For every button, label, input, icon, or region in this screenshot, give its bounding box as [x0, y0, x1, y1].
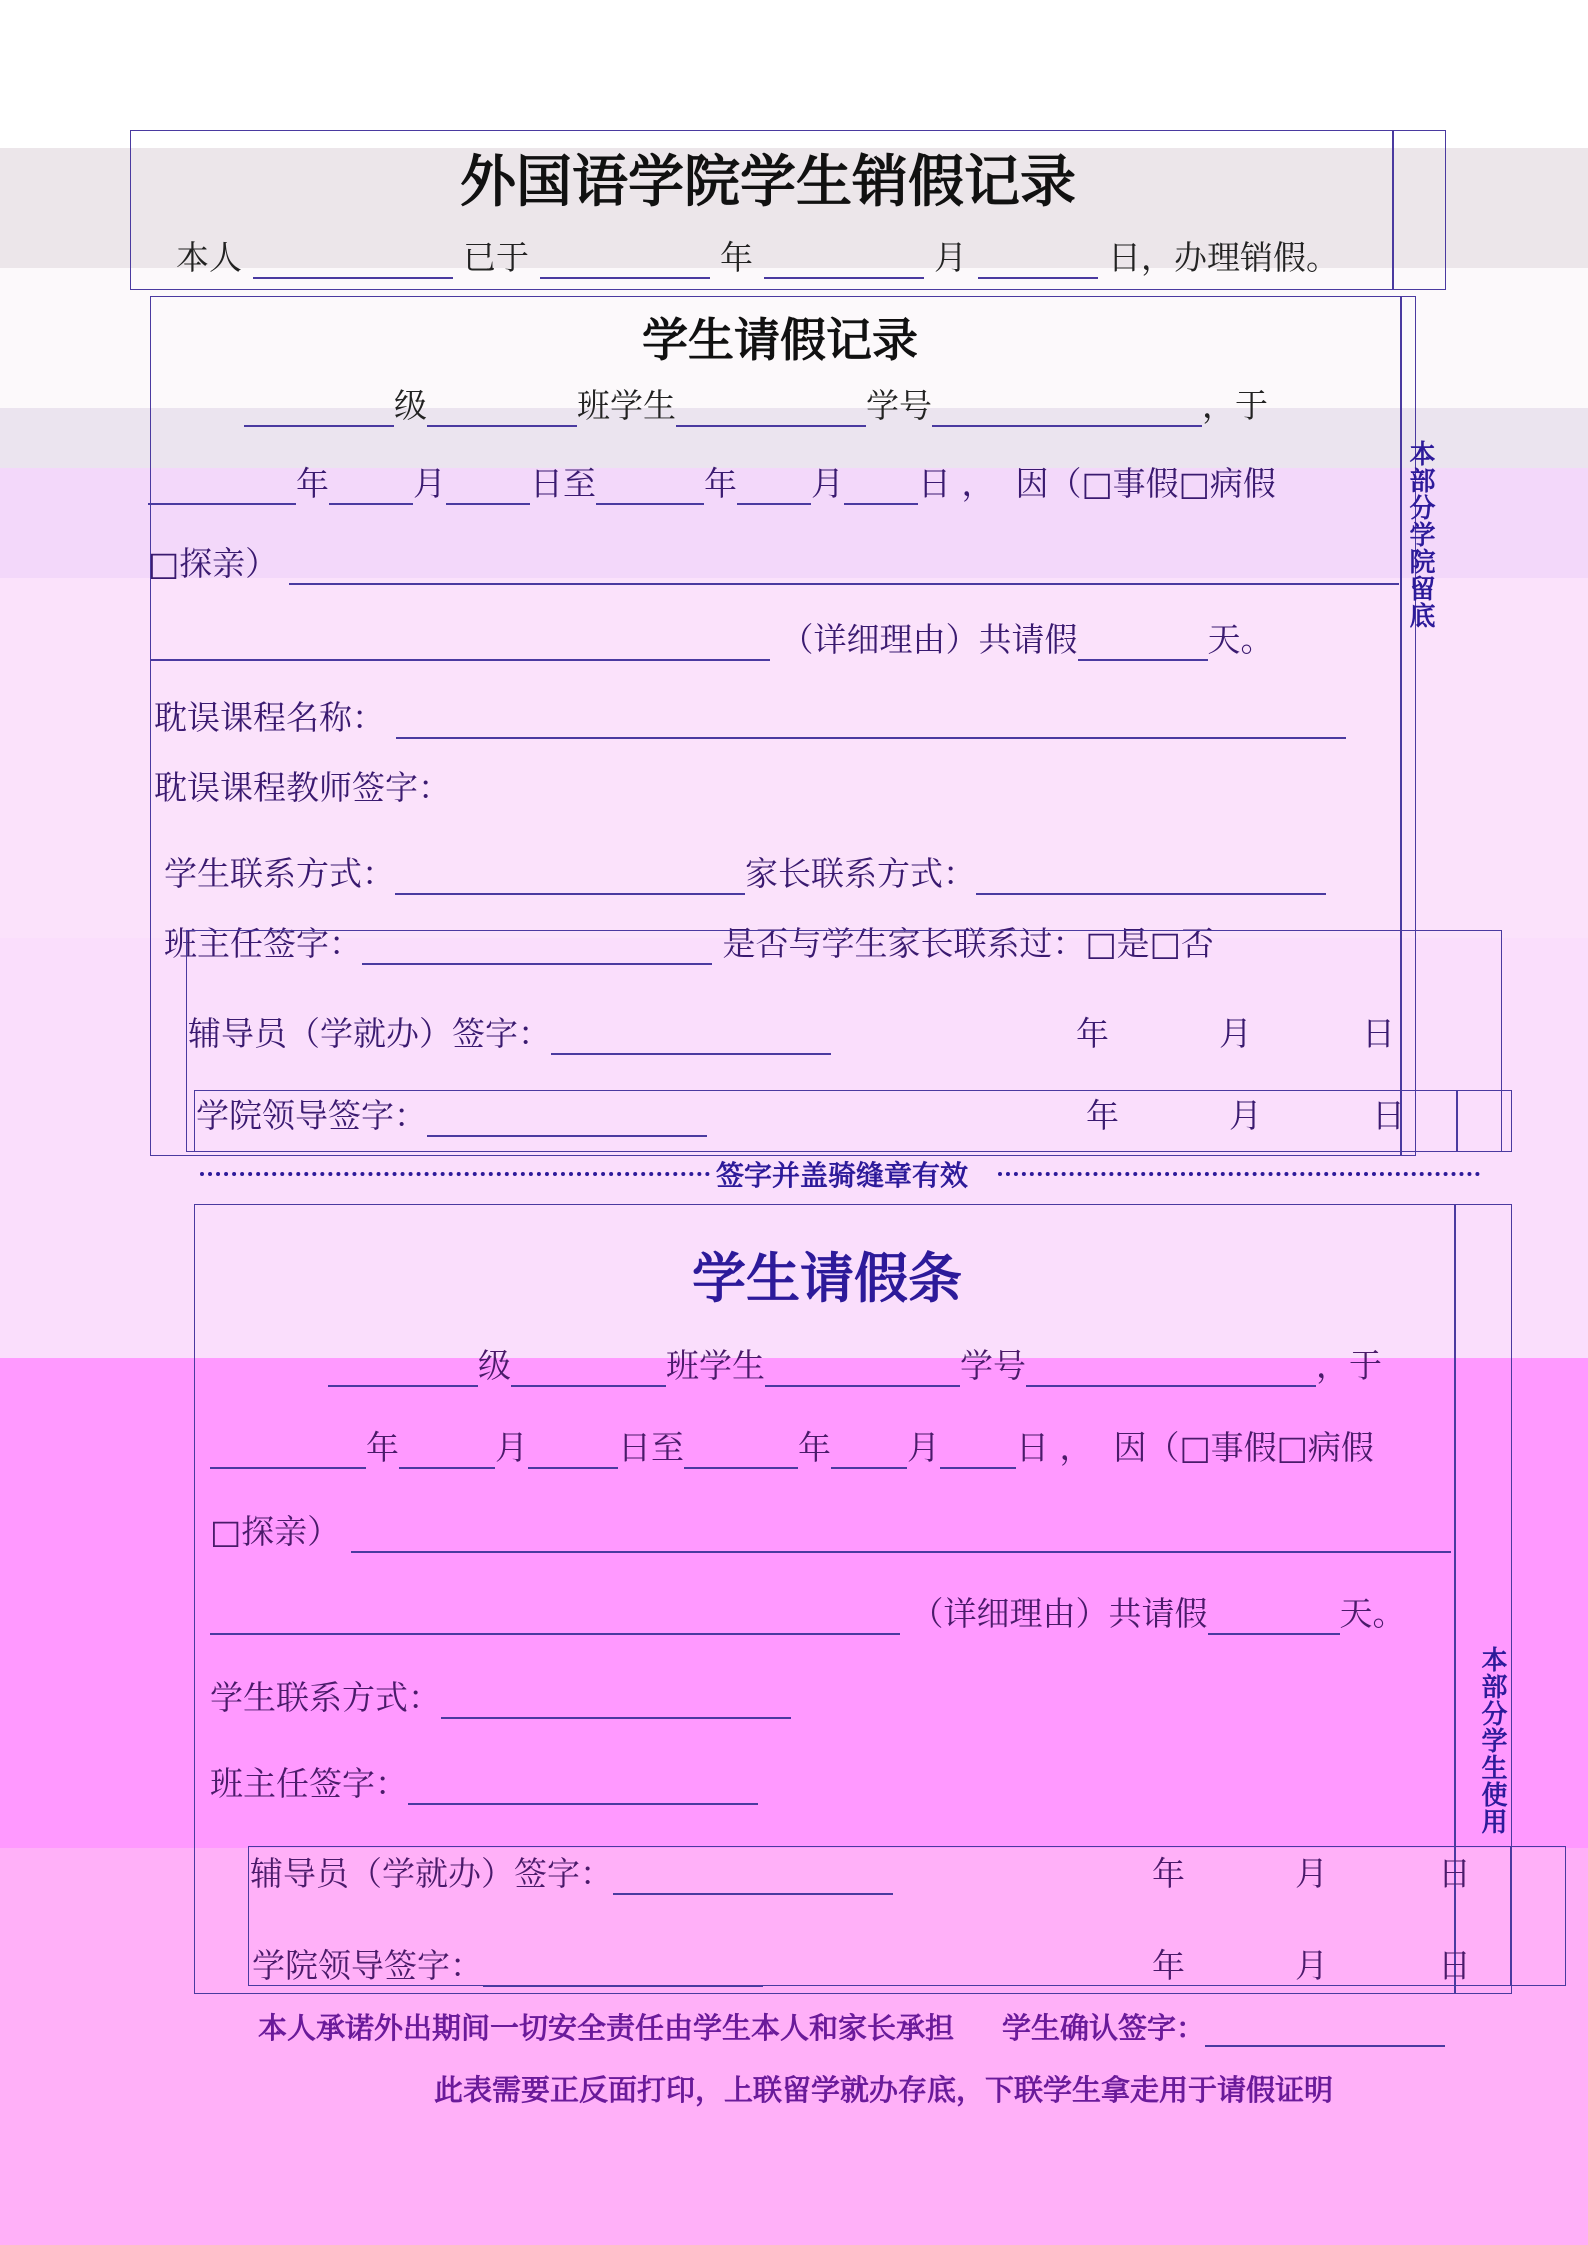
seam-dotted-line-left	[200, 1172, 710, 1176]
record-row-4: （详细理由）共请假 天。	[150, 614, 1274, 661]
record-counselor-row: 辅导员（学就办）签字：	[188, 1008, 831, 1055]
contact-row: 学生联系方式： 家长联系方式：	[164, 848, 1326, 895]
print-note: 此表需要正反面打印，上联留学就办存底，下联学生拿走用于请假证明	[434, 2073, 1334, 2107]
seal-note: 签字并盖骑缝章有效	[716, 1159, 969, 1192]
record-side-label: 本部分学院留底	[1405, 440, 1435, 629]
slip-contact-row: 学生联系方式：	[210, 1672, 791, 1719]
course-name-field[interactable]	[396, 707, 1346, 739]
record-counselor-date: 年 月 日	[1076, 1014, 1395, 1053]
promise-row: 本人承诺外出期间一切安全责任由学生本人和家长承担 学生确认签字：	[258, 2006, 1445, 2047]
record-leader-date: 年 月 日	[1086, 1096, 1405, 1135]
teacher-sign-label: 耽误课程教师签字：	[154, 768, 451, 807]
slip-row-4: （详细理由）共请假 天。	[210, 1588, 1406, 1635]
leader-sign-field[interactable]	[427, 1105, 707, 1137]
student-contact-field[interactable]	[395, 863, 745, 895]
slip-leader-sign-field[interactable]	[483, 1955, 763, 1987]
slip-side-label: 本部分学生使用	[1477, 1646, 1507, 1835]
slip-counselor-row: 辅导员（学就办）签字：	[250, 1848, 893, 1895]
record-row-2: 年 月 日至 年 月 日 ， 因（□事假□病假	[148, 458, 1276, 505]
seam-dotted-line-right	[998, 1172, 1480, 1176]
course-name-row: 耽误课程名称：	[154, 692, 1346, 739]
confirm-sign-field[interactable]	[1205, 2015, 1445, 2047]
record-leader-row: 学院领导签字：	[196, 1090, 707, 1137]
month-blank[interactable]	[764, 247, 924, 279]
slip-student-contact-field[interactable]	[441, 1687, 791, 1719]
name-blank[interactable]	[253, 247, 453, 279]
head-teacher-row: 班主任签字： 是否与学生家长联系过：□是□否	[164, 924, 1214, 963]
day-blank[interactable]	[978, 247, 1098, 279]
slip-head-teacher-row: 班主任签字：	[210, 1758, 758, 1805]
slip-title: 学生请假条	[692, 1247, 962, 1310]
slip-row-3: □探亲）	[210, 1506, 1451, 1553]
slip-head-teacher-sign-field[interactable]	[408, 1773, 758, 1805]
cancellation-sentence: 本人 已于 年 月 日，办理销假。	[176, 238, 1339, 277]
slip-counselor-date: 年 月 日	[1152, 1854, 1471, 1893]
slip-row-1: 级 班学生 学号 ，于	[328, 1340, 1382, 1387]
cancellation-title: 外国语学院学生销假记录	[460, 150, 1076, 215]
record-title: 学生请假记录	[642, 313, 918, 367]
slip-leader-row: 学院领导签字：	[252, 1940, 763, 1987]
record-row-3: □探亲）	[148, 538, 1399, 585]
year-blank[interactable]	[540, 247, 710, 279]
slip-leader-date: 年 月 日	[1152, 1946, 1471, 1985]
record-row-1: 级 班学生 学号 ，于	[244, 380, 1268, 427]
counselor-sign-field[interactable]	[551, 1023, 831, 1055]
slip-counselor-sign-field[interactable]	[613, 1863, 893, 1895]
slip-row-2: 年 月 日至 年 月 日 ， 因（□事假□病假	[210, 1422, 1374, 1469]
parent-contact-field[interactable]	[976, 863, 1326, 895]
